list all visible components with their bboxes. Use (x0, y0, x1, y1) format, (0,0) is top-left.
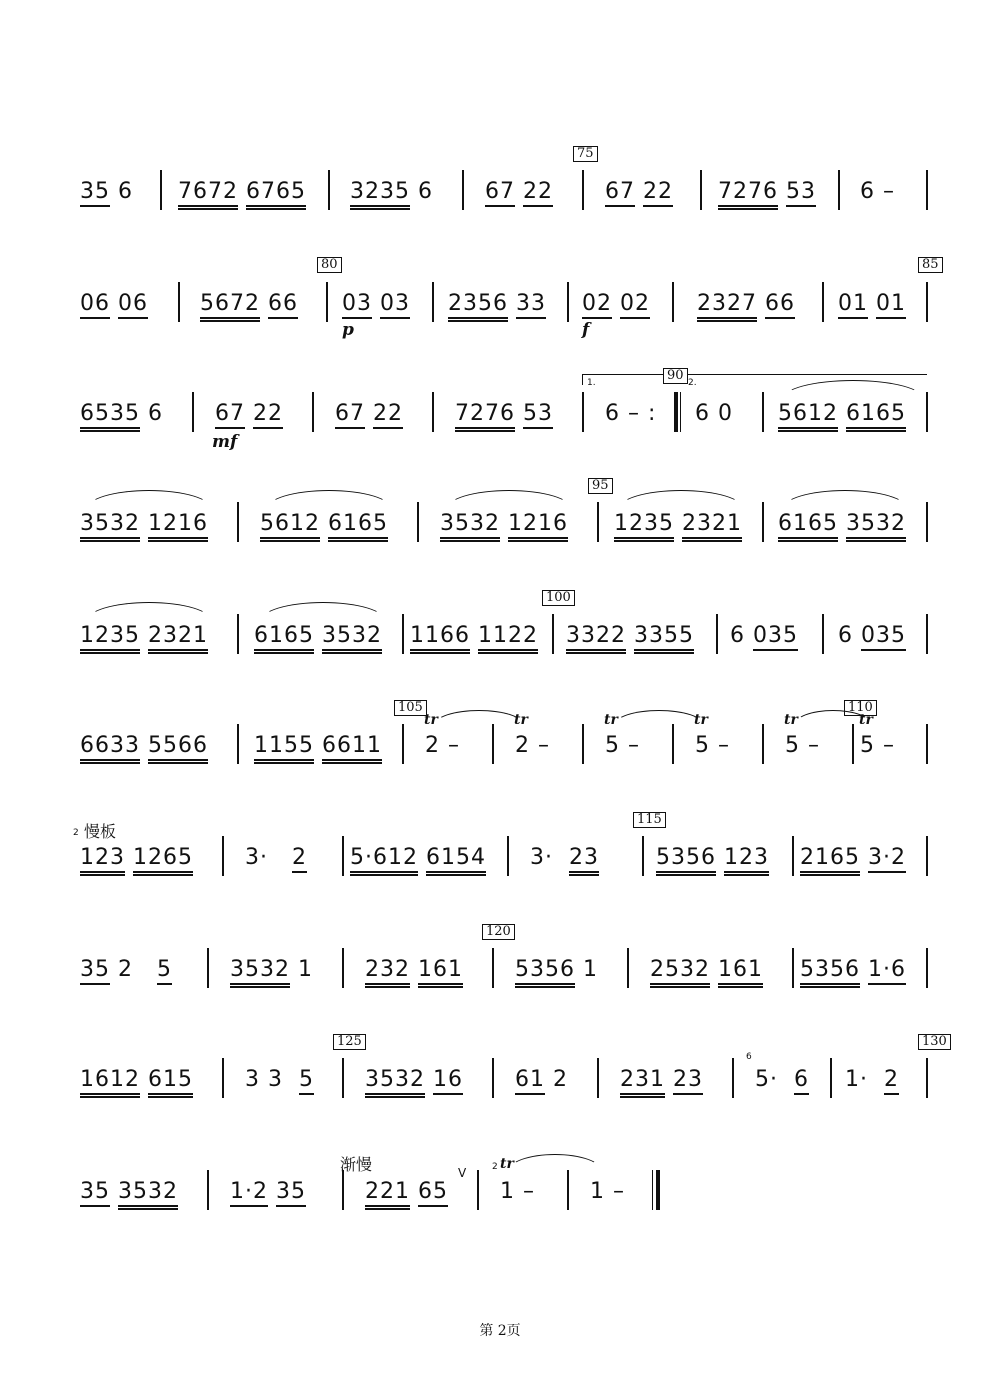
barline (926, 836, 928, 876)
barline (762, 724, 764, 764)
note-group: 61 2 (515, 1068, 568, 1092)
staff-row-9 (0, 1034, 1000, 1128)
slur (782, 490, 908, 509)
note-group: 5 – (695, 733, 730, 758)
barline (402, 724, 404, 764)
note-group: 7672 6765 (178, 180, 306, 204)
note-group: 221 65 (365, 1180, 448, 1204)
note-group: 6165 3532 (778, 512, 906, 536)
staff-row-3 (0, 368, 1000, 462)
note-group: 2165 3·2 (800, 846, 906, 870)
barline (852, 724, 854, 764)
barline (328, 170, 330, 210)
note-group: 1 – (590, 1179, 625, 1204)
dynamic-marking: p (342, 320, 354, 340)
note-group: 35 3532 (80, 1180, 178, 1204)
measure-number: 125 (333, 1034, 366, 1050)
barline (822, 282, 824, 322)
barline (926, 1058, 928, 1098)
staff-row-1 (0, 146, 1000, 240)
barline (716, 614, 718, 654)
barline (732, 1058, 734, 1098)
staff-row-8 (0, 924, 1000, 1018)
barline (582, 392, 584, 432)
slur (260, 602, 386, 621)
barline (237, 724, 239, 764)
note-group: 5356 1 (515, 958, 598, 982)
note-group: 3532 1216 (440, 512, 568, 536)
measure-number: 85 (918, 257, 943, 273)
slur (266, 490, 392, 509)
note-group: 5·612 6154 (350, 846, 486, 870)
barline (762, 392, 764, 432)
barline (417, 502, 419, 542)
note-group: 123 1265 (80, 846, 193, 870)
barline (567, 1170, 569, 1210)
note-group: 5 – (785, 733, 820, 758)
barline (582, 724, 584, 764)
barline (178, 282, 180, 322)
note-group: 1155 6611 (254, 734, 382, 758)
barline (192, 392, 194, 432)
note-group: 2532 161 (650, 958, 763, 982)
grace-note: 6 (746, 1052, 752, 1062)
note-group: 6535 6 (80, 402, 163, 426)
note-group: 2 – (515, 733, 550, 758)
measure-number: 95 (588, 478, 613, 494)
barline (432, 282, 434, 322)
measure-number: 90 (663, 368, 688, 384)
note-group: 6 – : (605, 401, 657, 426)
barline (160, 170, 162, 210)
barline (492, 1058, 494, 1098)
note-group: 5356 1·6 (800, 958, 906, 982)
note-group: 1 – (500, 1179, 535, 1204)
barline (207, 948, 209, 988)
page-number: 第 2页 (479, 1323, 521, 1339)
barline (672, 282, 674, 322)
barline (597, 1058, 599, 1098)
note-group: 35 2 5 (80, 958, 172, 982)
barline (507, 836, 509, 876)
barline (926, 282, 928, 322)
measure-number: 115 (633, 812, 666, 828)
note-group: 7276 53 (455, 402, 553, 426)
barline (926, 614, 928, 654)
note-group: 67 22 (215, 402, 283, 426)
barline (926, 502, 928, 542)
barline (792, 948, 794, 988)
barline (567, 282, 569, 322)
slur (86, 490, 212, 509)
barline (926, 948, 928, 988)
trill-mark: tr (694, 712, 708, 728)
note-group: 6 035 (838, 624, 906, 648)
note-group: 3532 1216 (80, 512, 208, 536)
barline (237, 614, 239, 654)
barline (477, 1170, 479, 1210)
staff-row-6 (0, 700, 1000, 794)
final-barline (652, 1170, 653, 1210)
barline (830, 1058, 832, 1098)
trill-mark: tr (859, 712, 873, 728)
dynamic-marking: f (582, 320, 590, 340)
note-group: 1166 1122 (410, 624, 538, 648)
barline (462, 170, 464, 210)
staff-row-10 (0, 1155, 1000, 1240)
note-group: 6 035 (730, 624, 798, 648)
note-group: 6 0 (695, 401, 733, 426)
note-group: 1· 2 (845, 1068, 899, 1092)
barline (597, 502, 599, 542)
staff-row-7 (0, 812, 1000, 906)
note-group: 5612 6165 (778, 402, 906, 426)
note-group: 02 02 (582, 292, 650, 316)
note-group: 5356 123 (656, 846, 769, 870)
trill-mark: tr (500, 1156, 514, 1172)
note-group: 3· 2 (245, 846, 307, 870)
barline (342, 1170, 344, 1210)
note-group: 1612 615 (80, 1068, 193, 1092)
volta-label: 1. (587, 378, 596, 388)
barline (926, 170, 928, 210)
barline (642, 836, 644, 876)
barline (762, 502, 764, 542)
barline (432, 392, 434, 432)
note-group: 231 23 (620, 1068, 703, 1092)
note-group: 6165 3532 (254, 624, 382, 648)
note-group: 2327 66 (697, 292, 795, 316)
barline (326, 282, 328, 322)
note-group: 1·2 35 (230, 1180, 306, 1204)
note-group: 06 06 (80, 292, 148, 316)
trill-mark: tr (424, 712, 438, 728)
grace-note: 2 (73, 828, 79, 838)
barline (402, 614, 404, 654)
dynamic-marking: mf (212, 432, 238, 452)
barline (492, 724, 494, 764)
note-group: 2356 33 (448, 292, 546, 316)
barline (822, 614, 824, 654)
barline (222, 1058, 224, 1098)
barline (492, 948, 494, 988)
slur (618, 490, 744, 509)
barline (926, 724, 928, 764)
barline (312, 392, 314, 432)
note-group: 232 161 (365, 958, 463, 982)
staff-row-4 (0, 478, 1000, 572)
final-barline (656, 1170, 660, 1210)
grace-note: 2 (492, 1162, 498, 1172)
measure-number: 80 (317, 257, 342, 273)
measure-number: 110 (844, 700, 877, 716)
note-group: 01 01 (838, 292, 906, 316)
barline (237, 502, 239, 542)
staff-row-5 (0, 590, 1000, 684)
slur (614, 710, 704, 725)
note-group: 2 – (425, 733, 460, 758)
barline (792, 836, 794, 876)
note-group: 35 6 (80, 180, 133, 204)
note-group: 3322 3355 (566, 624, 694, 648)
note-group: 6 – (860, 179, 895, 204)
barline (552, 614, 554, 654)
barline (926, 392, 928, 432)
note-group: 3235 6 (350, 180, 433, 204)
trill-mark: tr (604, 712, 618, 728)
barline (627, 948, 629, 988)
note-group: 67 22 (335, 402, 403, 426)
trill-mark: tr (784, 712, 798, 728)
note-group: 1235 2321 (614, 512, 742, 536)
note-group: 5· 6 (755, 1068, 809, 1092)
note-group: 3 3 5 (245, 1068, 314, 1092)
barline (700, 170, 702, 210)
note-group: 5 – (860, 733, 895, 758)
barline (838, 170, 840, 210)
note-group: 3· 23 (530, 846, 599, 870)
measure-number: 100 (542, 590, 575, 606)
note-group: 03 03 (342, 292, 410, 316)
note-group: 67 22 (605, 180, 673, 204)
slur (434, 710, 524, 725)
barline (582, 170, 584, 210)
note-group: 5 – (605, 733, 640, 758)
barline (680, 392, 681, 432)
barline (342, 948, 344, 988)
slur (86, 602, 212, 621)
measure-number: 75 (573, 146, 598, 162)
barline (672, 724, 674, 764)
breath-mark: V (458, 1166, 467, 1180)
barline (342, 836, 344, 876)
trill-mark: tr (514, 712, 528, 728)
note-group: 7276 53 (718, 180, 816, 204)
measure-number: 105 (394, 700, 427, 716)
note-group: 3532 16 (365, 1068, 463, 1092)
barline (342, 1058, 344, 1098)
note-group: 6633 5566 (80, 734, 208, 758)
tempo-marking: 慢板 (84, 822, 117, 841)
slur (508, 1154, 602, 1171)
tempo-marking: 渐慢 (340, 1155, 373, 1174)
measure-number: 120 (482, 924, 515, 940)
repeat-barline (674, 392, 678, 432)
note-group: 5612 6165 (260, 512, 388, 536)
note-group: 67 22 (485, 180, 553, 204)
note-group: 5672 66 (200, 292, 298, 316)
slur (446, 490, 572, 509)
volta-label: 2. (688, 378, 697, 388)
note-group: 3532 1 (230, 958, 313, 982)
note-group: 1235 2321 (80, 624, 208, 648)
measure-number: 130 (918, 1034, 951, 1050)
barline (207, 1170, 209, 1210)
staff-row-2 (0, 257, 1000, 352)
barline (222, 836, 224, 876)
